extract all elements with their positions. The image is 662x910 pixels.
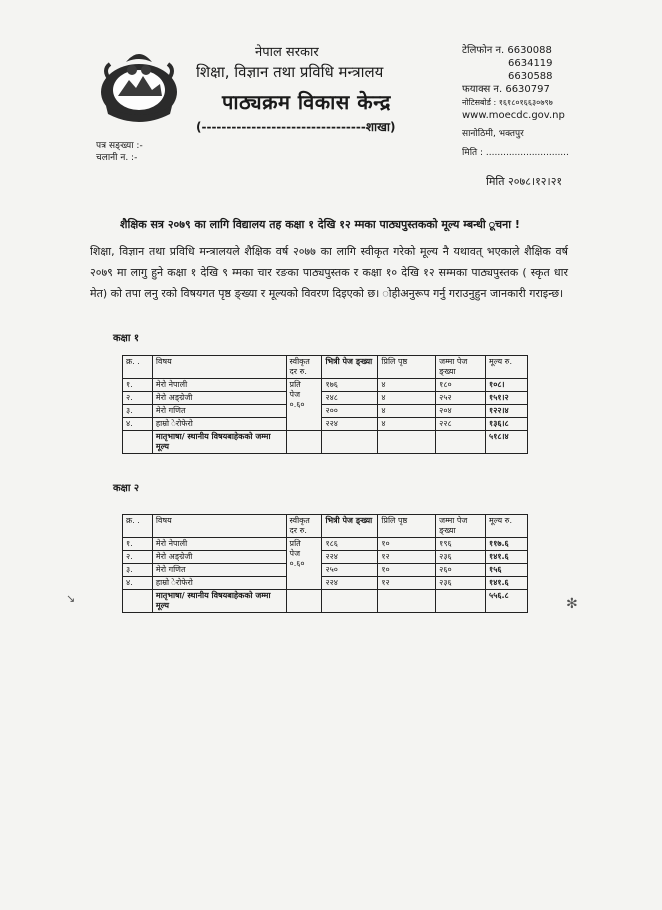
row-prelim: ४	[378, 405, 436, 418]
row-sn: ३.	[123, 564, 153, 577]
rate-cell	[286, 538, 322, 590]
col-inner-pages: भित्री पेज ङ्ख्या	[322, 515, 378, 538]
row-total: २५२	[436, 392, 486, 405]
rate-line: पेज	[289, 549, 301, 558]
row-inner: १८६	[322, 538, 378, 551]
col-prelim-pages: प्रिलि पृष्ठ	[378, 356, 436, 379]
row-total: १८०	[436, 379, 486, 392]
empty-cell	[286, 590, 322, 613]
row-subject: मेरो अङ्ग्रेजी	[152, 551, 286, 564]
row-subject: मेरो नेपाली	[152, 379, 286, 392]
row-total: २३६	[436, 577, 486, 590]
col-sn: क्र. .	[123, 515, 153, 538]
scan-mark: ✻	[566, 596, 578, 612]
scan-mark: ↘	[66, 592, 76, 605]
col-price: मूल्य रु.	[486, 356, 528, 379]
table-row	[123, 392, 528, 405]
row-inner: २४८	[322, 392, 378, 405]
centre-title: पाठ्यक्रम विकास केन्द्र	[222, 90, 391, 114]
row-total: २०४	[436, 405, 486, 418]
row-subject: मेरो गणित	[152, 405, 286, 418]
class-1-label: कक्षा १	[113, 333, 140, 344]
contact-block	[462, 44, 602, 122]
empty-cell	[378, 590, 436, 613]
col-inner-pages: भित्री पेज ङ्ख्या	[322, 356, 378, 379]
col-rate: स्वीकृत दर रु.	[286, 356, 322, 379]
row-sn: ४.	[123, 418, 153, 431]
col-sn: क्र. .	[123, 356, 153, 379]
empty-cell	[378, 431, 436, 454]
row-price: १३६।८	[486, 418, 528, 431]
rate-line: ०.६०	[289, 559, 305, 568]
empty-cell	[436, 590, 486, 613]
row-subject: मेरो नेपाली	[152, 538, 286, 551]
table-row	[123, 418, 528, 431]
letter-date: मिति २०७८।१२।२१	[486, 175, 563, 188]
total-label: मातृभाषा/ स्थानीय विषयबाहेकको जम्मा मूल्य	[152, 590, 286, 613]
class-2-label: कक्षा २	[113, 483, 140, 494]
rate-cell	[286, 379, 322, 431]
phone-line: टेलिफोन न. 6630088	[462, 45, 552, 56]
ministry-title: शिक्षा, विज्ञान तथा प्रविधि मन्त्रालय	[196, 63, 384, 81]
row-inner: २२४	[322, 551, 378, 564]
total-label: मातृभाषा/ स्थानीय विषयबाहेकको जम्मा मूल्य	[152, 431, 286, 454]
row-prelim: १२	[378, 551, 436, 564]
nepal-government-emblem	[96, 40, 182, 126]
branch-line: (---------------------------------शाखा)	[196, 120, 396, 134]
table-row	[123, 379, 528, 392]
row-price: ११७.६	[486, 538, 528, 551]
rate-line: ०.६०	[289, 400, 305, 409]
row-total: १९६	[436, 538, 486, 551]
col-price: मूल्य रु.	[486, 515, 528, 538]
table-header-row	[123, 356, 528, 379]
subject-line: शैक्षिक सत्र २०७९ का लागि विद्यालय तह कक्षा १ देखि १२ म्मका पाठ्यपुस्तकको मूल्य म्बन्धी ूचना !	[120, 218, 520, 231]
row-subject: मेरो अङ्ग्रेजी	[152, 392, 286, 405]
date-field: मिति : .............................	[462, 148, 569, 158]
row-prelim: ४	[378, 418, 436, 431]
row-sn: १.	[123, 379, 153, 392]
total-price: ५५६.८	[486, 590, 528, 613]
row-price: १५१।२	[486, 392, 528, 405]
empty-cell	[322, 590, 378, 613]
col-subject: विषय	[152, 515, 286, 538]
row-inner: २००	[322, 405, 378, 418]
row-prelim: १०	[378, 564, 436, 577]
row-sn: ४.	[123, 577, 153, 590]
government-title: नेपाल सरकार	[255, 45, 319, 60]
dispatch-number: चलानी न. :-	[96, 153, 138, 163]
table-row	[123, 551, 528, 564]
table-row	[123, 538, 528, 551]
table-total-row	[123, 431, 528, 454]
row-subject: हाम्रो ेरोफेरो	[152, 418, 286, 431]
empty-cell	[123, 590, 153, 613]
row-inner: २५०	[322, 564, 378, 577]
table-row	[123, 564, 528, 577]
phone-line-2: 6634119	[508, 58, 553, 69]
row-prelim: ४	[378, 392, 436, 405]
row-total: २२८	[436, 418, 486, 431]
rate-line: प्रति	[289, 539, 301, 548]
col-rate: स्वीकृत दर रु.	[286, 515, 322, 538]
table-header-row	[123, 515, 528, 538]
total-price: ५१८।४	[486, 431, 528, 454]
col-total-pages: जम्मा पेज ङ्ख्या	[436, 356, 486, 379]
row-inner: २२४	[322, 577, 378, 590]
row-price: १०८।	[486, 379, 528, 392]
row-inner: १७६	[322, 379, 378, 392]
row-inner: २२४	[322, 418, 378, 431]
table-row	[123, 405, 528, 418]
row-sn: २.	[123, 551, 153, 564]
empty-cell	[123, 431, 153, 454]
row-sn: ३.	[123, 405, 153, 418]
col-subject: विषय	[152, 356, 286, 379]
row-subject: मेरो गणित	[152, 564, 286, 577]
empty-cell	[286, 431, 322, 454]
table-total-row	[123, 590, 528, 613]
address: सानोठिमी, भक्तपुर	[462, 129, 524, 139]
row-sn: १.	[123, 538, 153, 551]
empty-cell	[322, 431, 378, 454]
table-row	[123, 577, 528, 590]
website-link[interactable]: www.moecdc.gov.np	[462, 110, 565, 121]
row-price: १२२।४	[486, 405, 528, 418]
row-price: १४१.६	[486, 577, 528, 590]
rate-line: प्रति	[289, 380, 301, 389]
phone-line-3: 6630588	[508, 71, 553, 82]
col-prelim-pages: प्रिलि पृष्ठ	[378, 515, 436, 538]
row-total: २६०	[436, 564, 486, 577]
row-sn: २.	[123, 392, 153, 405]
body-paragraph: शिक्षा, विज्ञान तथा प्रविधि मन्त्रालयले शैक्षिक वर्ष २०७७ का लागि स्वीकृत गरेको मूल्य नै यथावत् भएकाले शैक्षिक वर्ष २०७९ मा लागु हुने कक्षा १ देखि ९ म्मका चार रङका पाठ्यपुस्तक र कक्षा १० देखि १२ सम्मका पाठ्यपुस्तक ( स्कृत धार मेत) को तपा लनु रको विषयगत पृष्ठ ङ्ख्या र मूल्यको विवरण दिइएको छ। ोहीअनुरूप गर्नु गराउनुहुन जानकारी गराइन्छ।	[90, 245, 568, 300]
row-prelim: १२	[378, 577, 436, 590]
noticeboard-line: नोटिसबोर्ड : १६१८०१६६३०७९७	[462, 98, 553, 107]
fax-line: फयाक्स न. 6630797	[462, 84, 550, 95]
row-subject: हाम्रो ेरोफेरो	[152, 577, 286, 590]
row-price: १४१.६	[486, 551, 528, 564]
class-2-price-table	[122, 514, 528, 613]
row-prelim: १०	[378, 538, 436, 551]
row-price: १५६	[486, 564, 528, 577]
rate-line: पेज	[289, 390, 301, 399]
empty-cell	[436, 431, 486, 454]
row-prelim: ४	[378, 379, 436, 392]
class-1-price-table	[122, 355, 528, 454]
row-total: २३६	[436, 551, 486, 564]
letter-number: पत्र सङ्ख्या :-	[96, 141, 143, 151]
col-total-pages: जम्मा पेज ङ्ख्या	[436, 515, 486, 538]
